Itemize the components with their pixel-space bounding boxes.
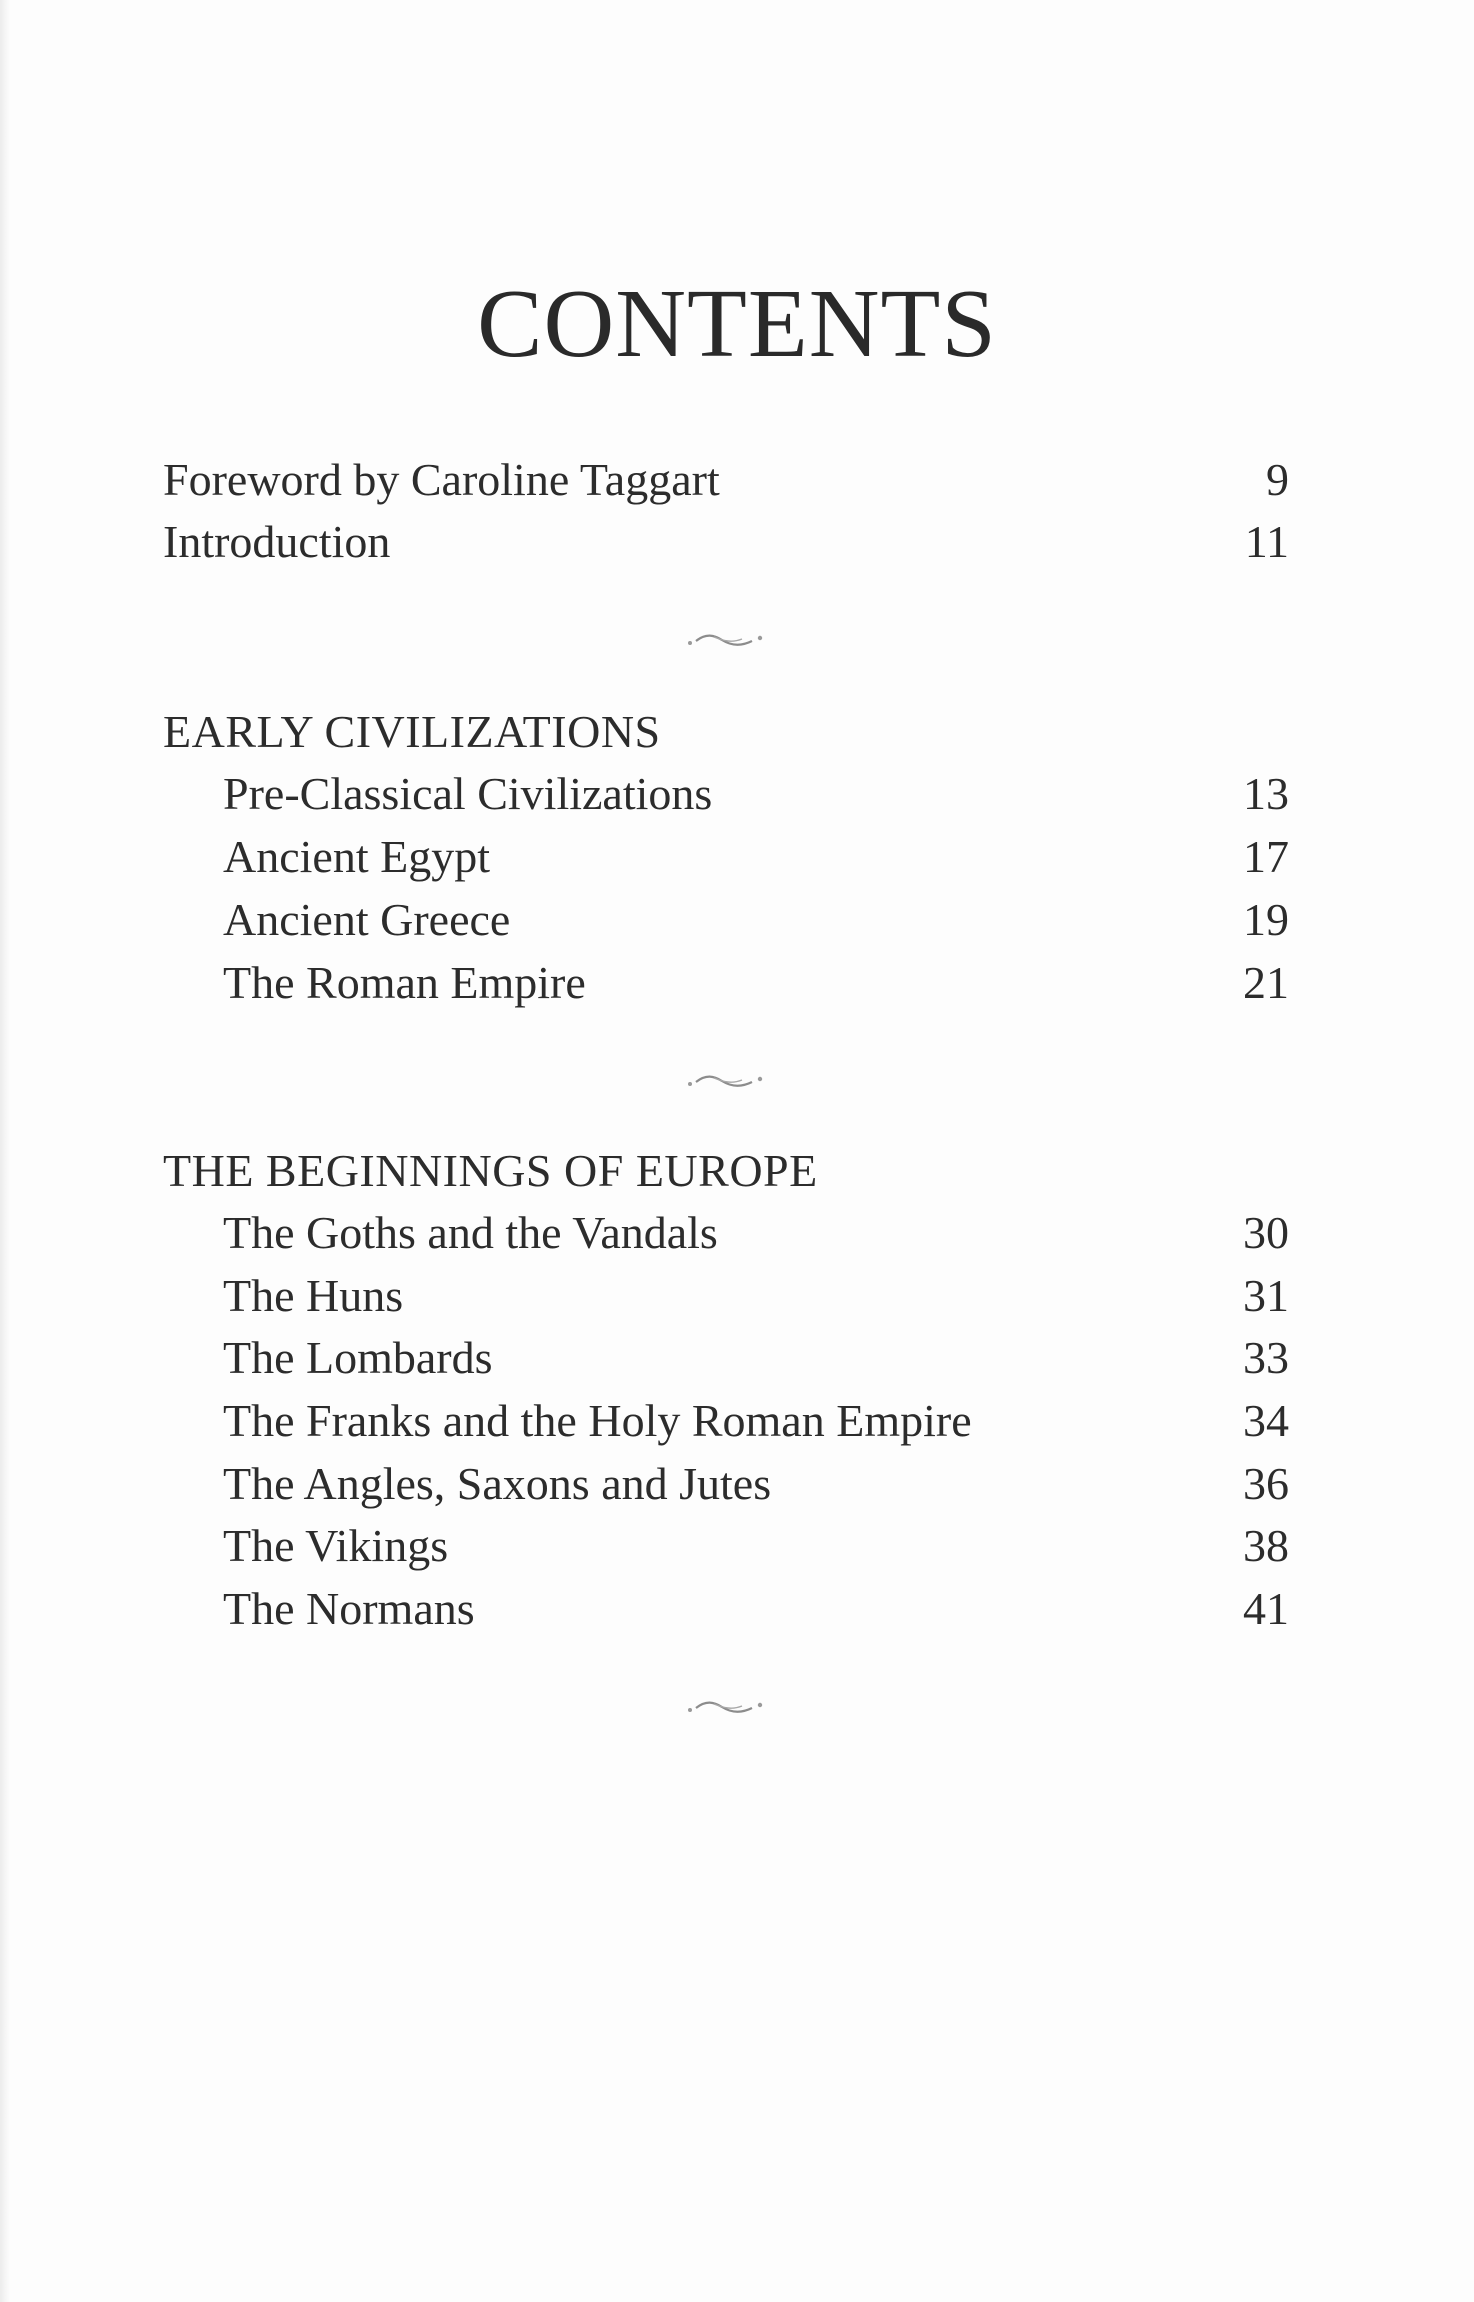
toc-entry-page: 21 (1243, 957, 1289, 1008)
toc-entry-label: The Goths and the Vandals (223, 1207, 718, 1258)
toc-entry-label: Foreword by Caroline Taggart (163, 454, 720, 505)
toc-entry-foreword (163, 449, 1289, 511)
swash-divider-icon (684, 1694, 770, 1720)
toc-entry-normans (223, 1578, 1289, 1640)
toc-entry-label: The Angles, Saxons and Jutes (223, 1458, 772, 1509)
toc-entry-label: The Franks and the Holy Roman Empire (223, 1395, 972, 1446)
toc-entry-page: 41 (1243, 1583, 1289, 1634)
toc-entry-page: 31 (1243, 1270, 1289, 1321)
toc-entry-label: Ancient Greece (223, 894, 511, 945)
toc-entry-page: 11 (1244, 516, 1289, 567)
toc-entry-goths-vandals (223, 1202, 1289, 1264)
toc-entry-page: 17 (1243, 831, 1289, 882)
section-heading-early-civilizations: EARLY CIVILIZATIONS (163, 706, 661, 757)
toc-entry-page: 19 (1243, 894, 1289, 945)
toc-entry-label: The Vikings (223, 1520, 449, 1571)
page-title: CONTENTS (477, 270, 997, 378)
toc-entry-lombards (223, 1327, 1289, 1389)
toc-entry-page: 13 (1243, 768, 1289, 819)
toc-entry-page: 30 (1243, 1207, 1289, 1258)
toc-entry-label: The Roman Empire (223, 957, 586, 1008)
toc-entry-franks (223, 1390, 1289, 1452)
toc-entry-roman-empire (223, 952, 1289, 1014)
toc-entry-label: The Huns (223, 1270, 404, 1321)
toc-entry-ancient-egypt (223, 826, 1289, 888)
toc-entry-page: 36 (1243, 1458, 1289, 1509)
toc-entry-pre-classical (223, 763, 1289, 825)
toc-entry-label: Pre-Classical Civilizations (223, 768, 713, 819)
toc-entry-label: The Lombards (223, 1332, 493, 1383)
swash-divider-icon (684, 627, 770, 653)
toc-entry-page: 33 (1243, 1332, 1289, 1383)
toc-entry-page: 34 (1243, 1395, 1289, 1446)
toc-entry-introduction (163, 511, 1289, 573)
toc-entry-huns (223, 1265, 1289, 1327)
toc-entry-angles-saxons-jutes (223, 1453, 1289, 1515)
toc-entry-label: Ancient Egypt (223, 831, 490, 882)
toc-entry-label: The Normans (223, 1583, 475, 1634)
section-heading-beginnings-of-europe: THE BEGINNINGS OF EUROPE (163, 1145, 818, 1196)
toc-entry-vikings (223, 1515, 1289, 1577)
toc-entry-page: 9 (1266, 454, 1289, 505)
toc-entry-label: Introduction (163, 516, 391, 567)
toc-entry-ancient-greece (223, 889, 1289, 951)
toc-entry-page: 38 (1243, 1520, 1289, 1571)
swash-divider-icon (684, 1068, 770, 1094)
